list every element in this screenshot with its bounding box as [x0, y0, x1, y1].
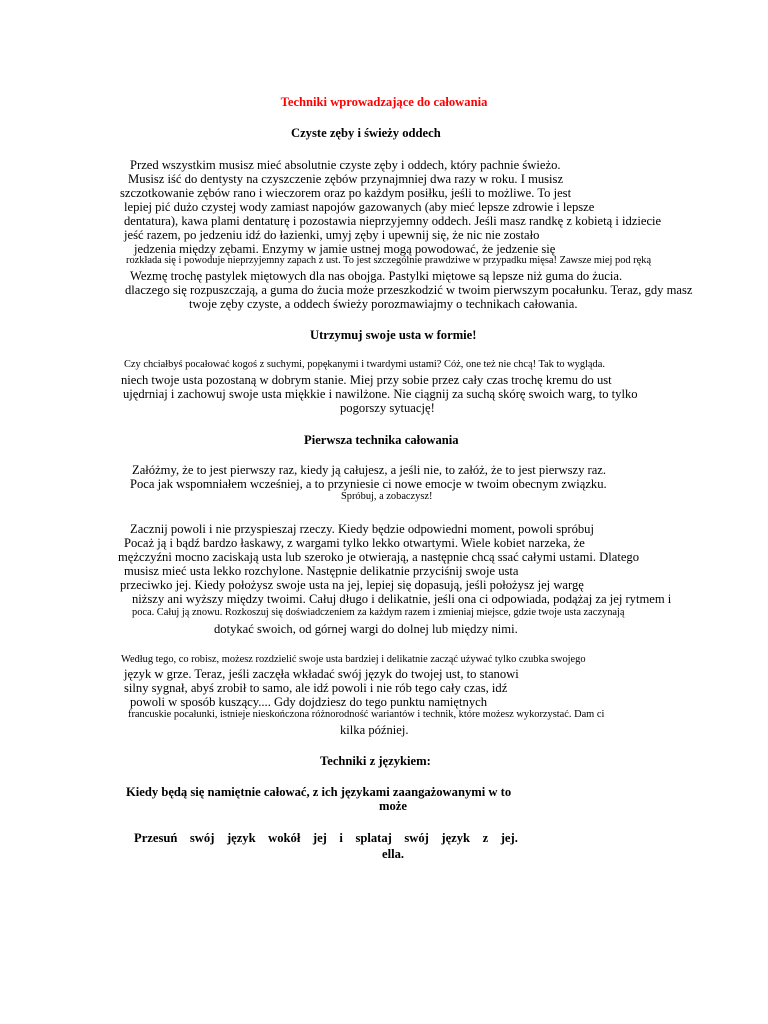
section-heading-lips: Utrzymuj swoje usta w formie!	[310, 328, 477, 342]
text-line-small: poca. Całuj ją znowu. Rozkoszuj się doświadczeniem za każdym razem i zmieniaj miejsce, gdzie twoje usta zaczynają	[132, 607, 625, 618]
text-line: Poca jak wspomniałem wcześniej, a to przyniesie ci nowe emocje w twoim obecnym związku.	[130, 477, 607, 491]
justified-word: splataj	[355, 831, 392, 845]
text-line: Musisz iść do dentysty na czyszczenie zębów przynajmniej dwa razy w roku. I musisz	[128, 172, 564, 186]
section-heading-first-technique: Pierwsza technika całowania	[304, 433, 459, 447]
text-line: dentatura), kawa plami dentaturę i pozostawia nieprzyjemny oddech. Jeśli masz randkę z kobietą i idziecie	[124, 214, 662, 228]
justified-word: wokół	[268, 831, 301, 845]
text-line: niższy ani wyższy między twoimi. Całuj długo i delikatnie, jeśli ona ci odpowiada, podążaj za jej rytmem i	[132, 592, 672, 606]
justified-word: Przesuń	[134, 831, 178, 845]
text-line-small: Według tego, co robisz, możesz rozdzielić swoje usta bardziej i delikatnie zacząć używać tylko czubka swojego	[121, 654, 586, 665]
justified-word: swój	[189, 831, 215, 845]
text-line: jedzenia między zębami. Enzymy w jamie ustnej mogą powodować, że jedzenie się	[134, 242, 556, 256]
text-line: szczotkowanie zębów rano i wieczorem oraz po każdym posiłku, jeśli to możliwe. To jest	[120, 186, 572, 200]
text-line-small: Spróbuj, a zobaczysz!	[341, 491, 433, 502]
text-line: język w grze. Teraz, jeśli zaczęła wkładać swój język do twojej ust, to stanowi	[124, 667, 519, 681]
text-line: musisz mieć usta lekko rozchylone. Następnie delikatnie przyciśnij swoje usta	[124, 564, 519, 578]
bold-line: ella.	[382, 847, 405, 861]
justified-word: i	[339, 831, 343, 845]
text-line: dotykać swoich, od górnej wargi do dolnej lub między nimi.	[214, 622, 518, 636]
text-line: ujędrniaj i zachowuj swoje usta miękkie i nawilżone. Nie ciągnij za suchą skórę swoich warg, to tylko	[123, 387, 638, 401]
text-line: dlaczego się rozpuszczają, a guma do żucia może przeszkodzić w twoim pierwszym pocałunku. Teraz, gdy masz	[125, 283, 693, 297]
text-line: twoje zęby czyste, a oddech świeży porozmawiajmy o technikach całowania.	[189, 297, 578, 311]
justified-word: jej.	[500, 831, 518, 845]
text-line: Przed wszystkim musisz mieć absolutnie czyste zęby i oddech, który pachnie świeżo.	[130, 158, 561, 172]
text-line: Pocaż ją i bądź bardzo łaskawy, z wargami tylko lekko otwartymi. Wiele kobiet narzeka, że	[124, 536, 585, 550]
text-line: mężczyźni mocno zaciskają usta lub szeroko je otwierają, a następnie chcą ssać całymi ustami. Dlatego	[118, 550, 640, 564]
bold-line: może	[379, 799, 407, 813]
text-line: jeść razem, po jedzeniu idź do łazienki, umyj zęby i upewnij się, że nic nie zostało	[124, 228, 540, 242]
text-line: silny sygnał, abyś zrobił to samo, ale idź powoli i nie rób tego cały czas, idź	[124, 681, 508, 695]
text-line-small: Czy chciałbyś pocałować kogoś z suchymi, popękanymi i twardymi ustami? Cóż, one też nie chcą! Tak to wygląda.	[124, 359, 605, 370]
text-line: pogorszy sytuację!	[340, 401, 435, 415]
text-line-small: rozkłada się i powoduje nieprzyjemny zapach z ust. To jest szczególnie prawdziwe w przypadku mięsa! Zawsze miej pod ręką	[126, 255, 652, 266]
text-line-small: francuskie pocałunki, istnieje nieskończona różnorodność wariantów i technik, które możesz wykorzystać. Dam ci	[128, 709, 605, 720]
justified-word: jej	[312, 831, 327, 845]
text-line: niech twoje usta pozostaną w dobrym stanie. Miej przy sobie przez cały czas trochę kremu do ust	[121, 373, 612, 387]
document-title: Techniki wprowadzające do całowania	[280, 95, 488, 109]
text-line: Zacznij powoli i nie przyspieszaj rzeczy. Kiedy będzie odpowiedni moment, powoli spróbuj	[130, 522, 594, 536]
section-heading-tongue-techniques: Techniki z językiem:	[320, 754, 431, 768]
text-line: kilka później.	[340, 723, 409, 737]
section-heading-clean-teeth: Czyste zęby i świeży oddech	[291, 126, 441, 140]
text-line: powoli w sposób kuszący.... Gdy dojdziesz do tego punktu namiętnych	[130, 695, 487, 709]
justified-word: swój	[404, 831, 429, 845]
text-line: lepiej pić dużo czystej wody zamiast napojów gazowanych (aby mieć lepsze zdrowie i lepsze	[124, 200, 595, 214]
text-line: przeciwko jej. Kiedy położysz swoje usta na jej, lepiej się dopasują, jeśli położysz jej wargę	[120, 578, 584, 592]
text-line: Wezmę trochę pastylek miętowych dla nas obojga. Pastylki miętowe są lepsze niż guma do żucia.	[130, 269, 623, 283]
justified-word: z	[482, 831, 489, 845]
justified-bold-line	[134, 832, 518, 845]
bold-line: Kiedy będą się namiętnie całować, z ich językami zaangażowanymi w to	[126, 785, 512, 799]
justified-word: język	[441, 831, 471, 845]
text-line: Załóżmy, że to jest pierwszy raz, kiedy ją całujesz, a jeśli nie, to załóż, że to jest pierwszy raz.	[132, 463, 607, 477]
justified-word: język	[226, 831, 256, 845]
